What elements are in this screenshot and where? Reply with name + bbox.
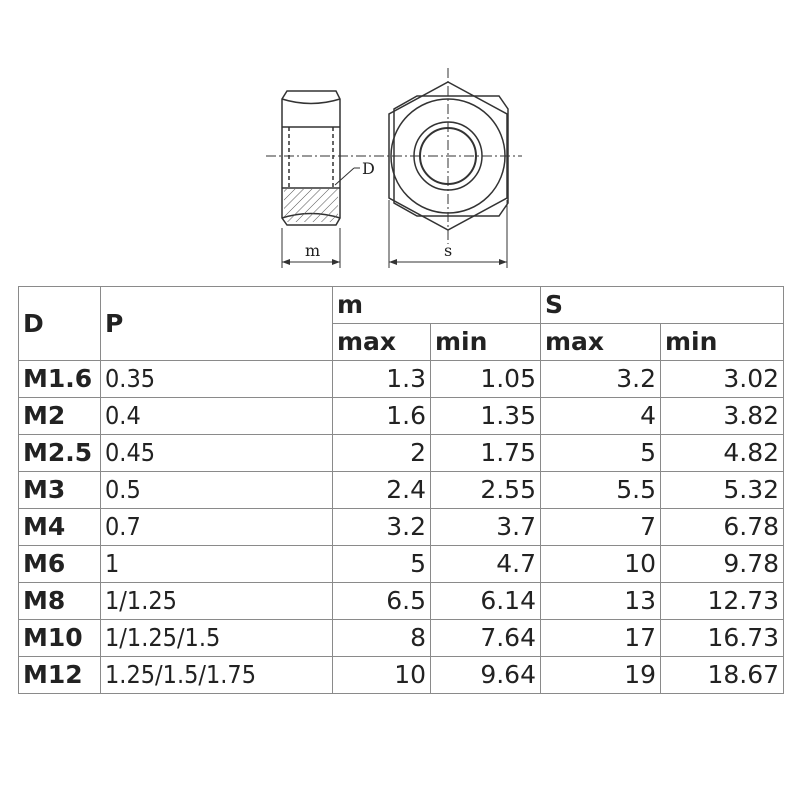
table-row bbox=[19, 361, 784, 398]
cell-d: M4 bbox=[19, 509, 101, 546]
cell-m-max: 1.3 bbox=[333, 361, 431, 398]
table-row bbox=[19, 472, 784, 509]
cell-m-min: 1.35 bbox=[431, 398, 541, 435]
cell-s-max: 13 bbox=[541, 583, 661, 620]
nut-spec-table bbox=[18, 286, 784, 694]
cell-p: 0.4 bbox=[101, 398, 333, 435]
cell-d: M2 bbox=[19, 398, 101, 435]
table-row bbox=[19, 657, 784, 694]
header-s-max: max bbox=[541, 324, 661, 361]
cell-p: 0.45 bbox=[101, 435, 333, 472]
table-row bbox=[19, 398, 784, 435]
cell-s-max: 3.2 bbox=[541, 361, 661, 398]
cell-s-max: 5 bbox=[541, 435, 661, 472]
cell-m-min: 1.05 bbox=[431, 361, 541, 398]
table-row bbox=[19, 509, 784, 546]
cell-s-max: 19 bbox=[541, 657, 661, 694]
cell-p: 1/1.25/1.5 bbox=[101, 620, 333, 657]
cell-p: 0.7 bbox=[101, 509, 333, 546]
cell-d: M12 bbox=[19, 657, 101, 694]
label-m: m bbox=[305, 241, 321, 260]
cell-s-max: 5.5 bbox=[541, 472, 661, 509]
label-d: D bbox=[362, 159, 375, 178]
cell-p: 1.25/1.5/1.75 bbox=[101, 657, 333, 694]
cell-m-max: 5 bbox=[333, 546, 431, 583]
table-row bbox=[19, 546, 784, 583]
cell-d: M6 bbox=[19, 546, 101, 583]
header-row-1 bbox=[19, 287, 784, 324]
table-row bbox=[19, 620, 784, 657]
header-s-min: min bbox=[661, 324, 784, 361]
cell-m-min: 1.75 bbox=[431, 435, 541, 472]
header-s: S bbox=[541, 287, 784, 324]
cell-p: 0.5 bbox=[101, 472, 333, 509]
table-row bbox=[19, 435, 784, 472]
nut-side-view bbox=[282, 91, 340, 225]
cell-m-max: 8 bbox=[333, 620, 431, 657]
cell-s-max: 17 bbox=[541, 620, 661, 657]
table-row bbox=[19, 583, 784, 620]
label-s: s bbox=[444, 241, 453, 260]
cell-m-max: 10 bbox=[333, 657, 431, 694]
cell-s-min: 16.73 bbox=[661, 620, 784, 657]
cell-p: 1 bbox=[101, 546, 333, 583]
cell-d: M8 bbox=[19, 583, 101, 620]
cell-s-min: 6.78 bbox=[661, 509, 784, 546]
cell-p: 0.35 bbox=[101, 361, 333, 398]
cell-d: M10 bbox=[19, 620, 101, 657]
diameter-leader bbox=[335, 168, 360, 185]
cell-m-min: 9.64 bbox=[431, 657, 541, 694]
header-m: m bbox=[333, 287, 541, 324]
cell-s-min: 18.67 bbox=[661, 657, 784, 694]
cell-m-min: 7.64 bbox=[431, 620, 541, 657]
header-d: D bbox=[19, 287, 101, 361]
cell-m-max: 1.6 bbox=[333, 398, 431, 435]
cell-s-min: 9.78 bbox=[661, 546, 784, 583]
cell-m-max: 6.5 bbox=[333, 583, 431, 620]
header-m-min: min bbox=[431, 324, 541, 361]
cell-s-min: 3.82 bbox=[661, 398, 784, 435]
cell-m-max: 2 bbox=[333, 435, 431, 472]
cell-m-min: 3.7 bbox=[431, 509, 541, 546]
cell-s-min: 5.32 bbox=[661, 472, 784, 509]
cell-m-min: 4.7 bbox=[431, 546, 541, 583]
cell-d: M1.6 bbox=[19, 361, 101, 398]
cell-p: 1/1.25 bbox=[101, 583, 333, 620]
header-m-max: max bbox=[333, 324, 431, 361]
cell-d: M2.5 bbox=[19, 435, 101, 472]
cell-s-max: 4 bbox=[541, 398, 661, 435]
cell-s-min: 3.02 bbox=[661, 361, 784, 398]
cell-s-max: 7 bbox=[541, 509, 661, 546]
cell-m-max: 2.4 bbox=[333, 472, 431, 509]
cell-s-min: 4.82 bbox=[661, 435, 784, 472]
cell-m-min: 2.55 bbox=[431, 472, 541, 509]
hex-nut-drawing bbox=[0, 0, 800, 280]
cell-m-max: 3.2 bbox=[333, 509, 431, 546]
cell-d: M3 bbox=[19, 472, 101, 509]
cell-s-max: 10 bbox=[541, 546, 661, 583]
cell-m-min: 6.14 bbox=[431, 583, 541, 620]
header-p: P bbox=[101, 287, 333, 361]
cell-s-min: 12.73 bbox=[661, 583, 784, 620]
